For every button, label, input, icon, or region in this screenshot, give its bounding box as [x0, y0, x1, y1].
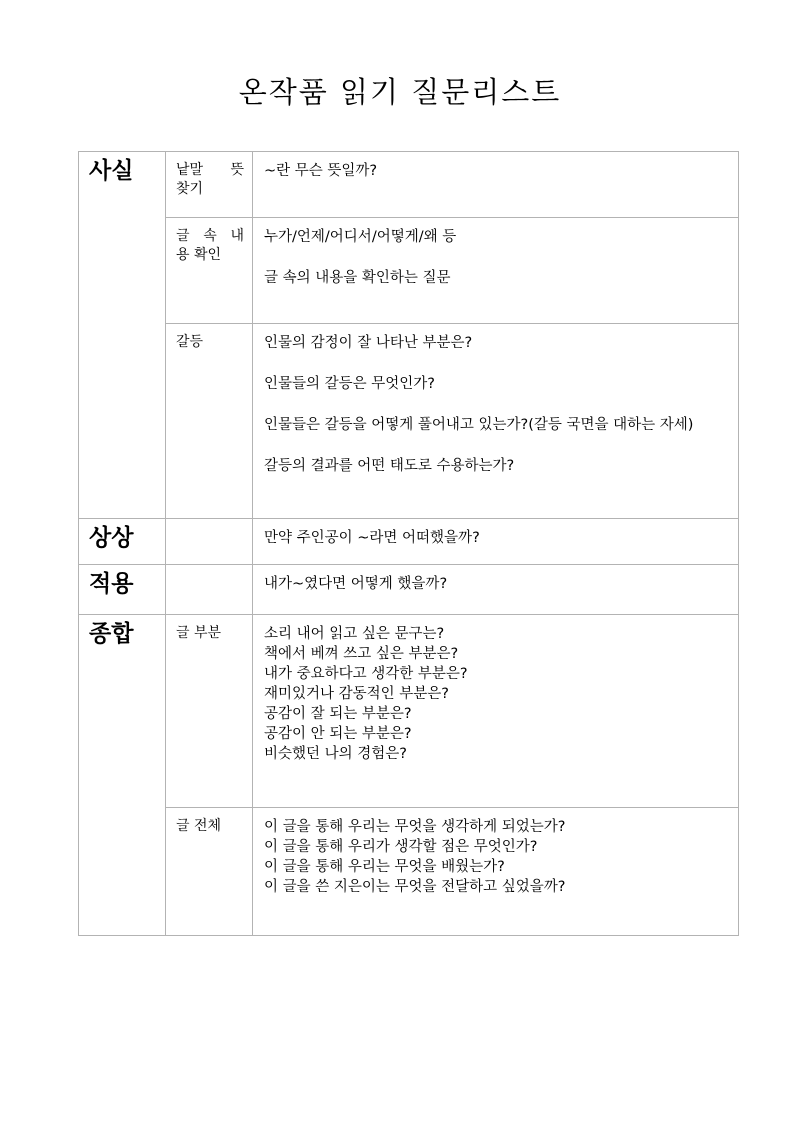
subcategory-empty: [166, 519, 253, 565]
question-text: ~란 무슨 뜻일까?: [264, 163, 378, 179]
subcategory-text-part: 글 부분: [166, 615, 253, 808]
question-text: 이 글을 통해 우리가 생각할 점은 무엇인가?: [264, 839, 538, 855]
document-title: 온작품 읽기 질문리스트: [238, 75, 562, 109]
question-text: 이 글을 쓴 지은이는 무엇을 전달하고 싶었을까?: [264, 879, 566, 895]
category-synthesis: 종합: [79, 615, 166, 936]
table-row: [79, 324, 739, 519]
questions-conflict: [253, 324, 739, 519]
subcategory-line: 갈등: [176, 334, 204, 350]
question-text: 공감이 잘 되는 부분은?: [264, 706, 412, 722]
question-text: 누가/언제/어디서/어떻게/왜 등: [264, 229, 457, 245]
table-row: [79, 519, 739, 565]
subcategory-content-check: [166, 218, 253, 324]
table-row: [79, 808, 739, 936]
subcategory-empty: [166, 565, 253, 615]
subcategory-line: 낱말 뜻: [176, 162, 244, 178]
question-text: 공감이 안 되는 부분은?: [264, 726, 412, 742]
question-text: 비슷했던 나의 경험은?: [264, 746, 407, 762]
question-text: 인물의 감정이 잘 나타난 부분은?: [264, 335, 473, 351]
table-row: [79, 615, 739, 808]
question-text: 이 글을 통해 우리는 무엇을 배웠는가?: [264, 859, 505, 875]
questions-imagine: [253, 519, 739, 565]
category-imagine: 상상: [79, 519, 166, 565]
question-text: 책에서 베껴 쓰고 싶은 부분은?: [264, 646, 459, 662]
question-text: 만약 주인공이 ~라면 어떠했을까?: [264, 530, 480, 546]
questions-word-meaning: [253, 152, 739, 218]
subcategory-line: 글 속 내: [176, 228, 244, 244]
subcategory-line: 찾기: [176, 181, 204, 197]
subcategory-conflict: [166, 324, 253, 519]
category-fact: 사실: [79, 152, 166, 519]
question-text: 인물들은 갈등을 어떻게 풀어내고 있는가?(갈등 국면을 대하는 자세): [264, 417, 694, 433]
questions-whole-text: [253, 808, 739, 936]
question-text: 소리 내어 읽고 싶은 문구는?: [264, 626, 445, 642]
question-list-table: [78, 151, 739, 936]
question-text: 내가 중요하다고 생각한 부분은?: [264, 666, 468, 682]
subcategory-line: 용 확인: [176, 247, 222, 263]
question-text: 내가~였다면 어떻게 했을까?: [264, 576, 448, 592]
subcategory-word-meaning: [166, 152, 253, 218]
subcategory-whole-text: 글 전체: [166, 808, 253, 936]
questions-text-part: [253, 615, 739, 808]
questions-apply: [253, 565, 739, 615]
question-text: 글 속의 내용을 확인하는 질문: [264, 270, 451, 286]
category-apply: 적용: [79, 565, 166, 615]
question-text: 재미있거나 감동적인 부분은?: [264, 686, 449, 702]
table-row: [79, 565, 739, 615]
table-row: [79, 218, 739, 324]
question-text: 인물들의 갈등은 무엇인가?: [264, 376, 435, 392]
question-text: 이 글을 통해 우리는 무엇을 생각하게 되었는가?: [264, 819, 566, 835]
table-row: [79, 152, 739, 218]
question-text: 갈등의 결과를 어떤 태도로 수용하는가?: [264, 458, 515, 474]
questions-content-check: [253, 218, 739, 324]
